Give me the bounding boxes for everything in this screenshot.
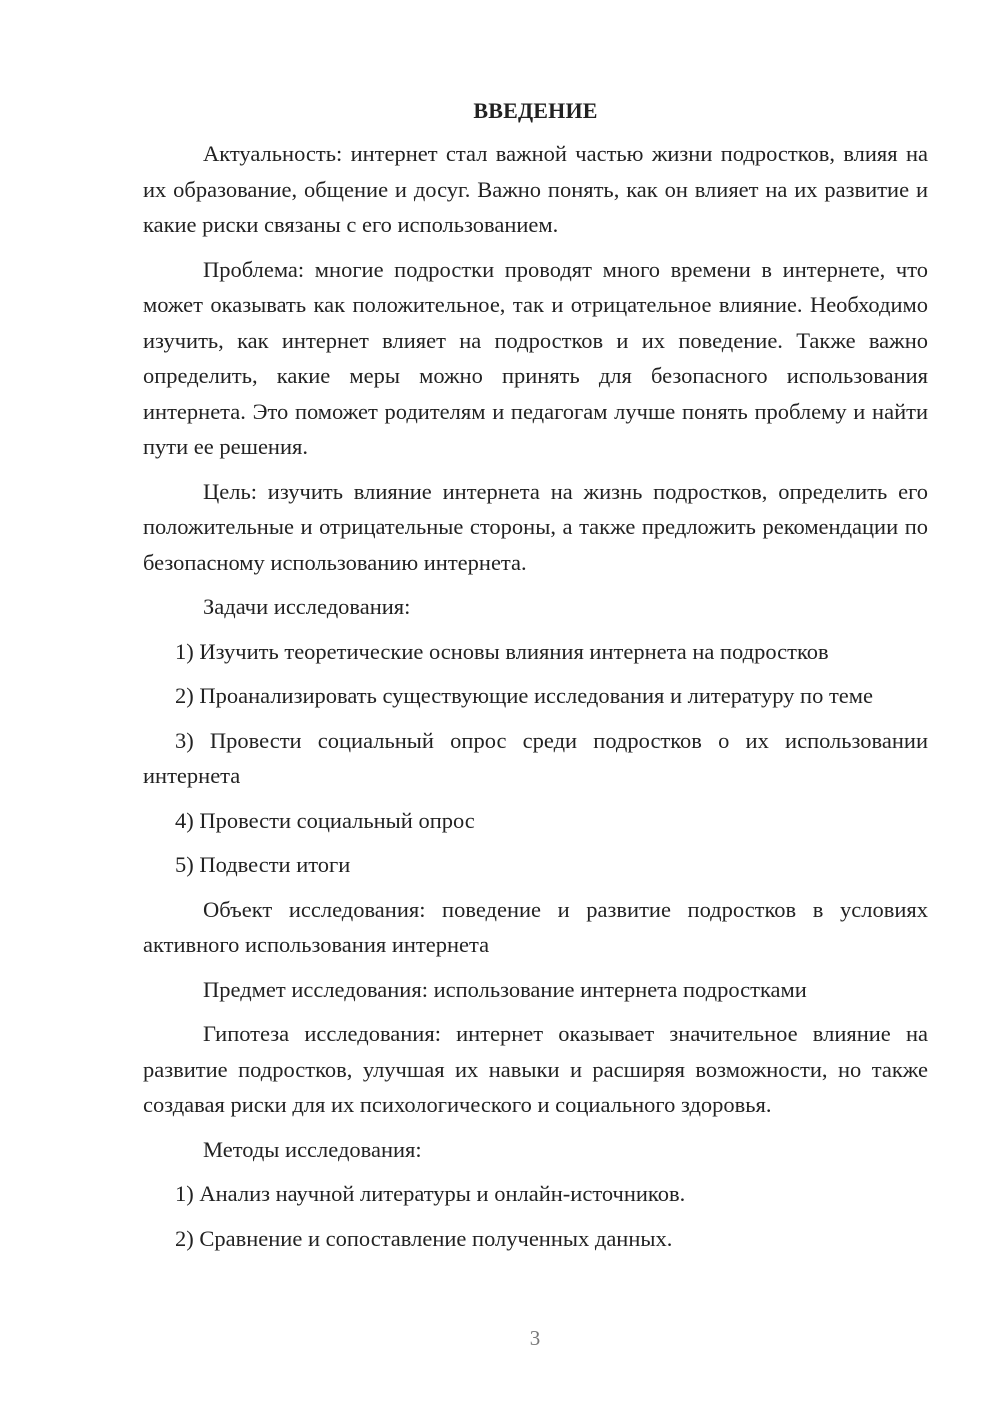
subject-paragraph: Предмет исследования: использование интернета подростками: [203, 976, 807, 1002]
task-item: 2) Проанализировать существующие исследования и литературу по теме: [175, 683, 873, 708]
methods-heading: Методы исследования:: [203, 1136, 422, 1162]
task-item: 3) Провести социальный опрос среди подростков о их использовании интернета: [143, 727, 928, 788]
task-item: 1) Изучить теоретические основы влияния интернета на подростков: [175, 638, 829, 664]
relevance-paragraph: Актуальность: интернет стал важной частью жизни подростков, влияя на их образование, общение и досуг. Важно понять, как он влияет на их развитие и какие риски связаны с его использованием.: [143, 141, 928, 237]
task-item: 4) Провести социальный опрос: [175, 807, 475, 833]
method-item: 1) Анализ научной литературы и онлайн-источников.: [175, 1181, 686, 1206]
hypothesis-paragraph: Гипотеза исследования: интернет оказывает значительное влияние на развитие подростков, улучшая их навыки и расширяя возможности, но также создавая риски для их психологического и социального здоровья.: [143, 1021, 928, 1117]
tasks-heading: Задачи исследования:: [203, 594, 411, 619]
goal-paragraph: Цель: изучить влияние интернета на жизнь подростков, определить его положительные и отрицательные стороны, а также предложить рекомендации по безопасному использованию интернета.: [143, 478, 928, 575]
method-item: 2) Сравнение и сопоставление полученных данных.: [175, 1225, 673, 1251]
document-page: [143, 96, 928, 1265]
object-paragraph: Объект исследования: поведение и развитие подростков в условиях активного использования интернета: [143, 896, 928, 957]
page-title: ВВЕДЕНИЕ: [473, 98, 598, 123]
page-number: 3: [529, 1326, 541, 1350]
task-item: 5) Подвести итоги: [175, 852, 351, 877]
problem-paragraph: Проблема: многие подростки проводят много времени в интернете, что может оказывать как положительное, так и отрицательное влияние. Необходимо изучить, как интернет влияет на подростков и их поведение. Также важно определить, какие меры можно принять для безопасного использования интернета. Это поможет родителям и педагогам лучше понять проблему и найти пути ее решения.: [143, 256, 928, 459]
